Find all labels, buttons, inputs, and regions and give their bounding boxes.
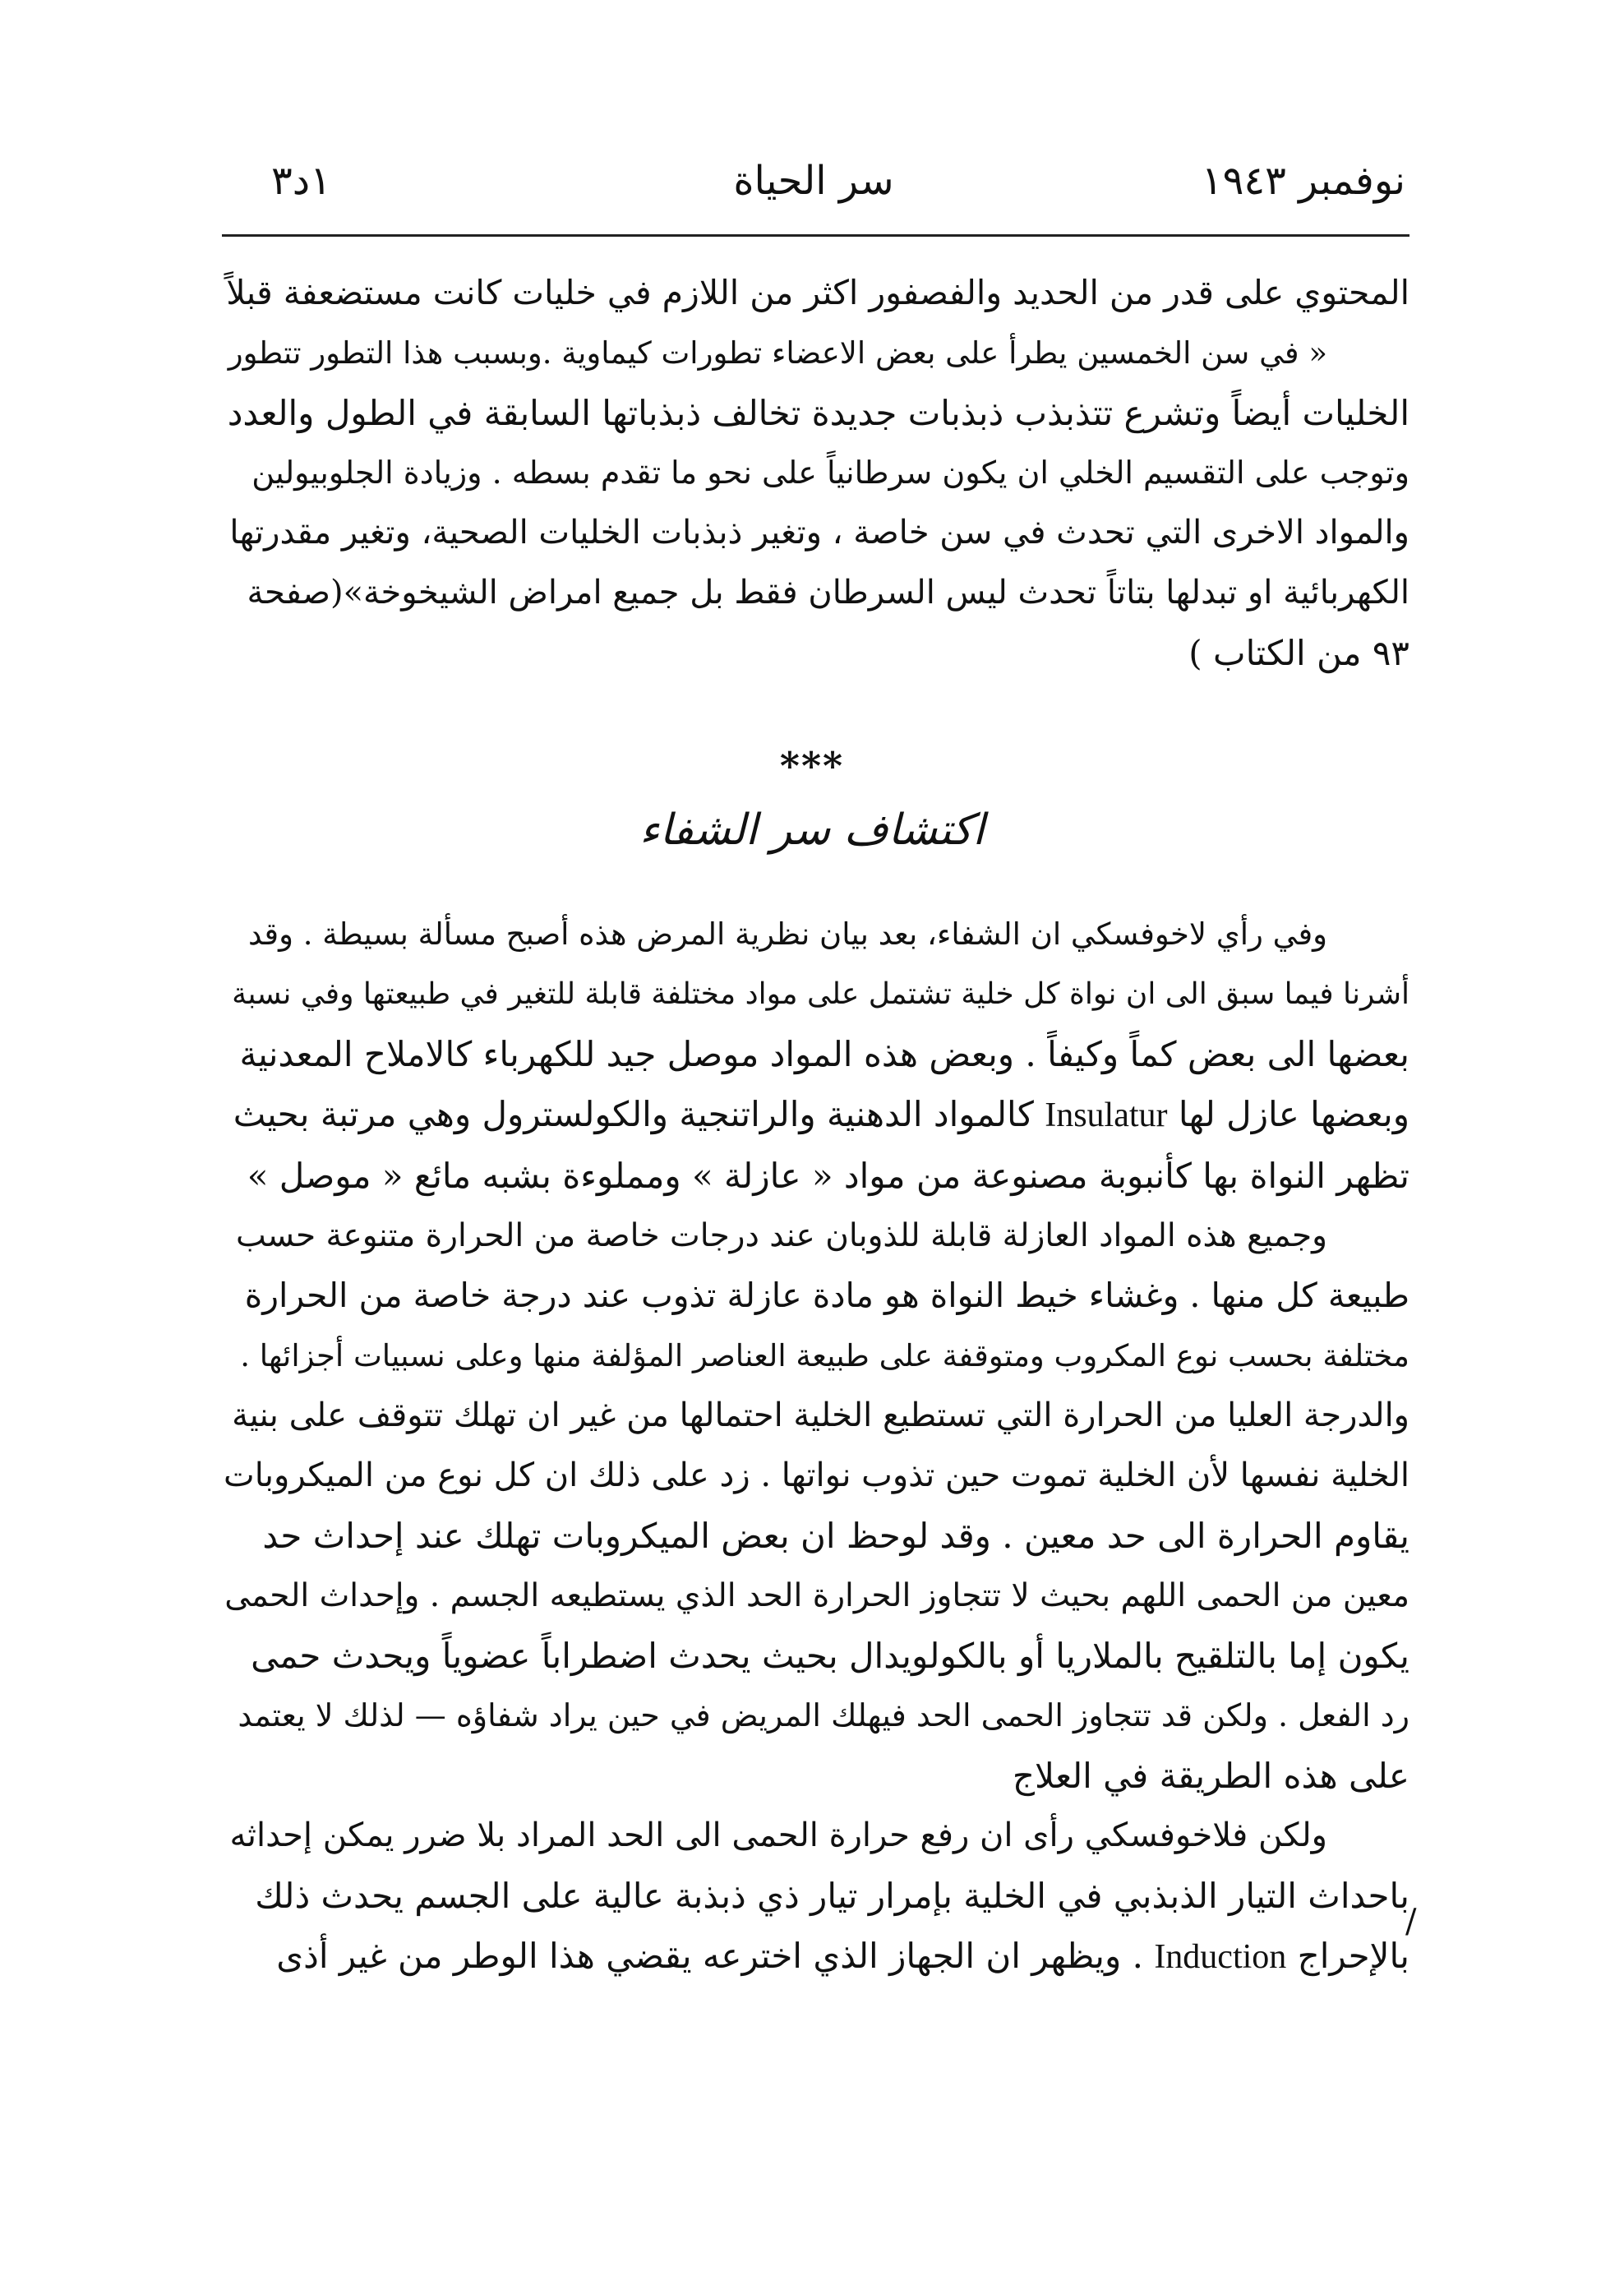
text-fragment: وبعضها عازل لها <box>1178 1094 1409 1134</box>
text-fragment: بالإحراج <box>1297 1936 1409 1976</box>
text-fragment: كالمواد الدهنية والراتنجية والكولسترول وهي مرتبة بحيث <box>233 1094 1034 1134</box>
text-line: تظهر النواة بها كأنبوبة مصنوعة من مواد « عازلة » ومملوءة بشبه مائع « موصل » <box>247 1156 1409 1196</box>
text-line: وتوجب على التقسيم الخلي ان يكون سرطانياً على نحو ما تقدم بسطه . وزيادة الجلوبيولين <box>251 455 1409 491</box>
text-line: يكون إما بالتلقيح بالملاريا أو بالكولويدال بحيث يحدث اضطراباً عضوياً ويحدث حمى <box>251 1636 1409 1676</box>
text-line: بعضها الى بعض كماً وكيفاً . وبعض هذه المواد موصل جيد للكهرباء كالاملاح المعدنية <box>239 1034 1409 1074</box>
text-line: وجميع هذه المواد العازلة قابلة للذوبان عند درجات خاصة من الحرارة متنوعة حسب <box>235 1217 1327 1254</box>
text-line: الكهربائية او تبدلها بتاتاً تحدث ليس السرطان فقط بل جميع امراض الشيخوخة»(صفحة <box>247 574 1409 612</box>
section-separator: *** <box>779 744 845 788</box>
text-line: طبيعة كل منها . وغشاء خيط النواة هو مادة عازلة تذوب عند درجة خاصة من الحرارة <box>244 1276 1409 1315</box>
header-rule <box>222 234 1409 237</box>
text-line: الخلية نفسها لأن الخلية تموت حين تذوب نواتها . زد على ذلك ان كل نوع من الميكروبات <box>224 1456 1409 1494</box>
text-line: رد الفعل . ولكن قد تتجاوز الحمى الحد فيهلك المريض في حين يراد شفاؤه — لذلك لا يعتمد <box>238 1697 1409 1733</box>
header-date: نوفمبر ١٩٤٣ <box>1201 158 1405 204</box>
text-line: الخليات أيضاً وتشرع تتذبذب ذبذبات جديدة تخالف ذبذباتها السابقة في الطول والعدد <box>227 393 1409 433</box>
latin-term: Insulatur <box>1045 1096 1168 1134</box>
text-line: المحتوي على قدر من الحديد والفصفور اكثر من اللازم في خليات كانت مستضعفة قبلاً <box>226 273 1409 312</box>
page-number: ١د٣ <box>271 158 331 204</box>
text-line: باحداث التيار الذبذبي في الخلية بإمرار تيار ذي ذبذبة عالية على الجسم يحدث ذلك <box>255 1876 1409 1916</box>
text-line: والدرجة العليا من الحرارة التي تستطيع الخلية احتمالها من غير ان تهلك تتوقف على بنية <box>232 1396 1409 1434</box>
text-fragment: . ويظهر ان الجهاز الذي اخترعه يقضي هذا الوطر من غير أذى <box>276 1936 1143 1976</box>
text-line: وفي رأي لاخوفسكي ان الشفاء، بعد بيان نظرية المرض هذه أصبح مسألة بسيطة . وقد <box>248 916 1327 952</box>
margin-mark: / <box>1405 1903 1417 1941</box>
text-line: ٩٣ من الكتاب ) <box>1188 633 1409 673</box>
header-title: سر الحياة <box>733 158 894 204</box>
text-line: على هذه الطريقة في العلاج <box>1012 1756 1409 1796</box>
text-line: « في سن الخمسين يطرأ على بعض الاعضاء تطورات كيماوية .وبسبب هذا التطور تتطور <box>228 335 1327 371</box>
section-heading: اكتشاف سر الشفاء <box>639 805 985 855</box>
text-line <box>222 1926 1409 1987</box>
text-line: مختلفة بحسب نوع المكروب ومتوقفة على طبيعة العناصر المؤلفة منها وعلى نسبيات أجزائها . <box>240 1338 1409 1373</box>
running-header <box>222 152 1405 210</box>
text-line: والمواد الاخرى التي تحدث في سن خاصة ، وتغير ذبذبات الخليات الصحية، وتغير مقدرتها <box>229 514 1409 552</box>
text-line: ولكن فلاخوفسكي رأى ان رفع حرارة الحمى الى الحد المراد بلا ضرر يمكن إحداثه <box>229 1816 1327 1854</box>
latin-term: Induction <box>1154 1938 1287 1976</box>
body-paragraphs <box>222 904 1409 1987</box>
text-line: معين من الحمى اللهم بحيث لا تتجاوز الحرارة الحد الذي يستطيعه الجسم . وإحداث الحمى <box>224 1577 1409 1614</box>
text-line: أشرنا فيما سبق الى ان نواة كل خلية تشتمل على مواد مختلفة قابلة للتغير في طبيعتها وفي نسبة <box>232 977 1409 1011</box>
text-line: يقاوم الحرارة الى حد معين . وقد لوحظ ان بعض الميكروبات تهلك عند إحداث حد <box>262 1516 1409 1556</box>
continuation-paragraph <box>222 263 1409 683</box>
text-line <box>222 1084 1409 1146</box>
